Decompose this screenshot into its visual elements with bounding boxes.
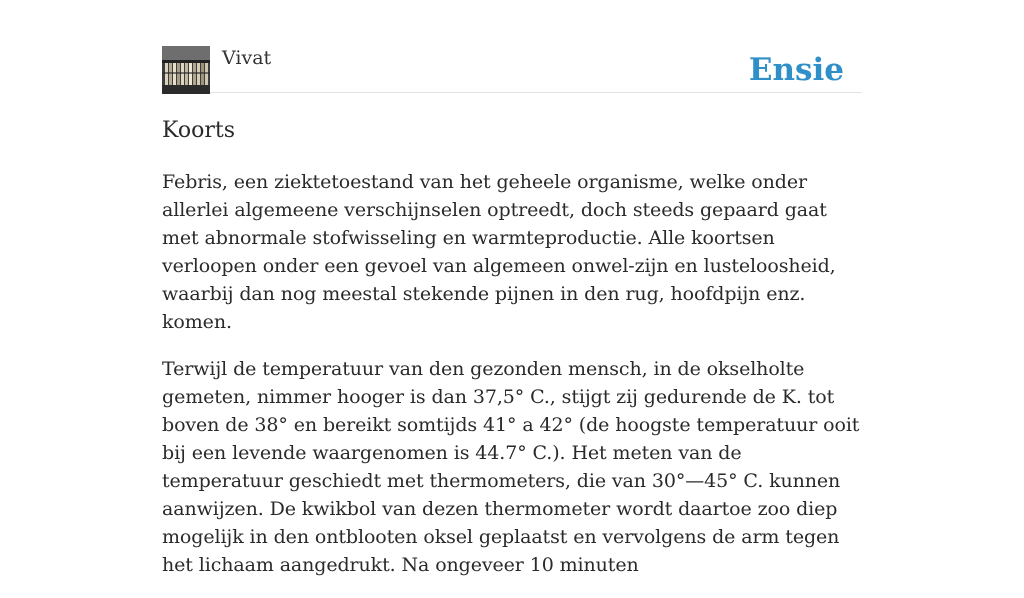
header (162, 46, 862, 93)
article-title: Koorts (162, 118, 235, 143)
books-avatar-icon (162, 46, 210, 94)
article-paragraph: Terwijl de temperatuur van den gezonden mensch, in de okselholte gemeten, nimmer hooger is dan 37,5° C., stijgt zij gedurende de K. tot boven de 38° en bereikt somtijds 41° a 42° (de hoogste temperatuur ooit bij een levende waargenomen is 44.7° C.). Het meten van de temperatuur geschiedt met thermometers, die van 30°—45° C. kunnen aanwijzen. De kwikbol van dezen thermometer wordt daartoe zoo diep mogelijk in den ontblooten oksel geplaatst en vervolgens de arm tegen het lichaam aangedrukt. Na ongeveer 10 minuten (162, 358, 860, 576)
article-body (162, 168, 862, 598)
brand-logo[interactable]: Ensie (748, 52, 844, 88)
author-avatar[interactable] (162, 46, 210, 94)
article-paragraph: Febris, een ziektetoestand van het geheele organisme, welke onder allerlei algemeene verschijnselen optreedt, doch steeds gepaard gaat met abnormale stofwisseling en warmteproductie. Alle koortsen verloopen onder een gevoel van algemeen onwel-zijn en lusteloosheid, waarbij dan nog meestal stekende pijnen in den rug, hoofdpijn enz. komen. (162, 171, 836, 333)
author-name[interactable]: Vivat (222, 47, 272, 69)
